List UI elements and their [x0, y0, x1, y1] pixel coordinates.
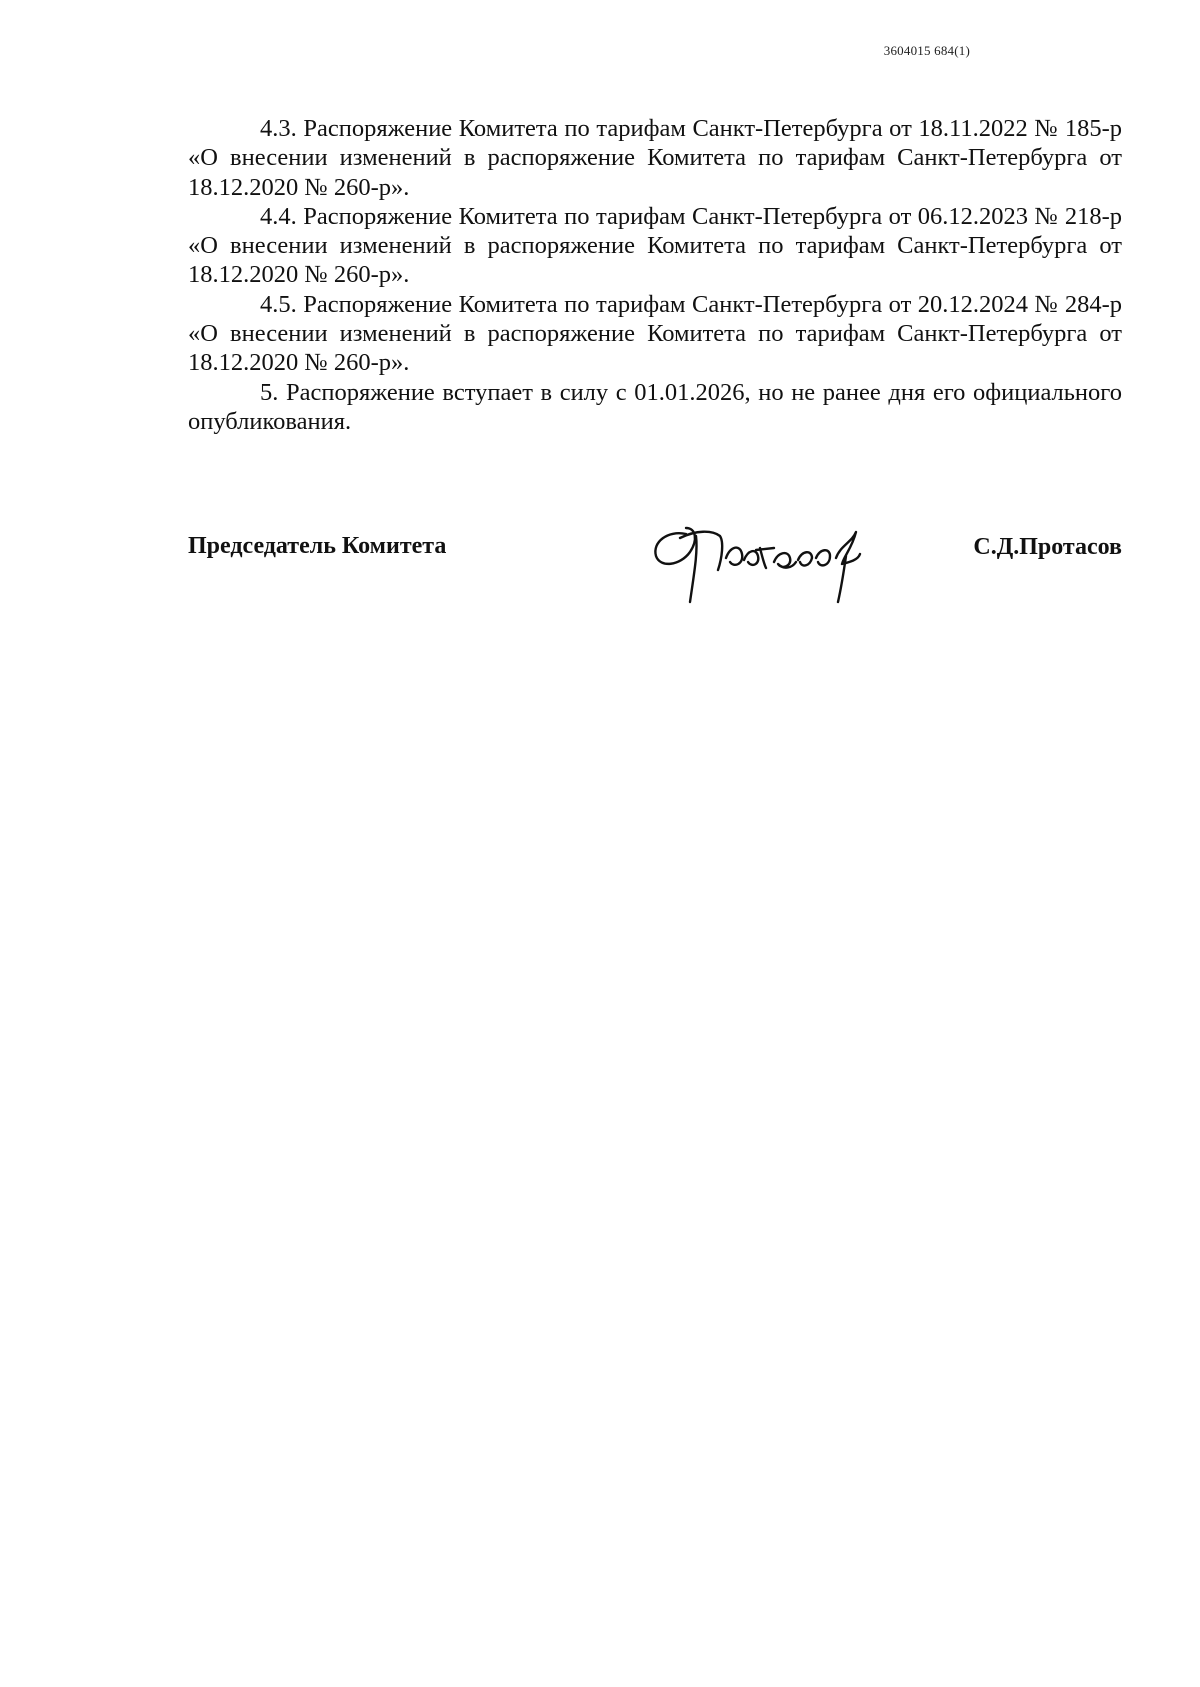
document-body — [188, 114, 1122, 436]
signature-block — [188, 520, 1122, 620]
paragraph-4-5: 4.5. Распоряжение Комитета по тарифам Санкт-Петербурга от 20.12.2024 № 284-р «О внесении изменений в распоряжение Комитета по тарифам Санкт-Петербурга от 18.12.2020 № 260-р». — [188, 290, 1122, 377]
signatory-name: С.Д.Протасов — [973, 534, 1122, 560]
paragraph-5: 5. Распоряжение вступает в силу с 01.01.2026, но не ранее дня его официального опубликования. — [188, 378, 1122, 435]
paragraph-4-4: 4.4. Распоряжение Комитета по тарифам Санкт-Петербурга от 06.12.2023 № 218-р «О внесении изменений в распоряжение Комитета по тарифам Санкт-Петербурга от 18.12.2020 № 260-р». — [188, 202, 1122, 289]
document-code: 3604015 684(1) — [883, 43, 970, 58]
paragraph-4-3: 4.3. Распоряжение Комитета по тарифам Санкт-Петербурга от 18.11.2022 № 185-р «О внесении изменений в распоряжение Комитета по тарифам Санкт-Петербурга от 18.12.2020 № 260-р». — [188, 115, 1122, 201]
handwritten-signature — [646, 512, 896, 612]
signatory-title: Председатель Комитета — [188, 533, 447, 559]
